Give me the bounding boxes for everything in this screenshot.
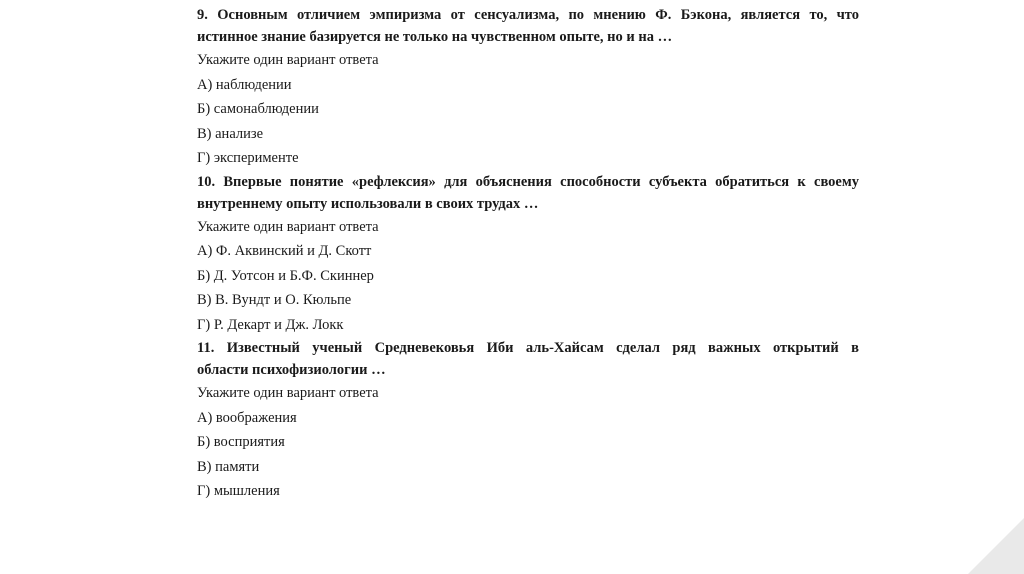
question-11-instruction: Укажите один вариант ответа (197, 385, 379, 401)
question-10-option-a: А) Ф. Аквинский и Д. Скотт (197, 243, 372, 259)
question-9-option-a: А) наблюдении (197, 76, 292, 93)
question-10-instruction: Укажите один вариант ответа (197, 218, 379, 235)
question-block-10 (197, 171, 859, 338)
question-9-option-d: Г) эксперименте (197, 150, 299, 166)
question-block-11 (197, 337, 859, 504)
question-10-text (197, 171, 859, 215)
question-10-option-d: Г) Р. Декарт и Дж. Локк (197, 316, 344, 333)
question-9-text (197, 4, 859, 48)
quiz-document (197, 4, 859, 504)
question-11-line-2: области психофизиологии … (197, 362, 386, 378)
question-10-line-1: 10. Впервые понятие «рефлексия» для объяснения способности субъекта обратиться к своему (197, 173, 859, 190)
question-11-option-b: Б) восприятия (197, 434, 285, 450)
question-10-line-2: внутреннему опыту использовали в своих трудах … (197, 195, 539, 212)
page-corner-shade (968, 518, 1024, 574)
question-11-line-1: 11. Известный ученый Средневековья Иби аль-Хайсам сделал ряд важных открытий в (197, 340, 859, 356)
question-9-instruction: Укажите один вариант ответа (197, 52, 379, 68)
question-9-option-b: Б) самонаблюдении (197, 101, 319, 117)
question-9-line-1: 9. Основным отличием эмпиризма от сенсуализма, по мнению Ф. Бэкона, является то, что (197, 7, 859, 23)
question-9-line-2: истинное знание базируется не только на чувственном опыте, но и на … (197, 29, 673, 45)
question-11-option-a: А) воображения (197, 409, 297, 426)
question-10-option-c: В) В. Вундт и О. Кюльпе (197, 292, 352, 308)
question-11-text (197, 337, 859, 381)
question-11-option-d: Г) мышления (197, 483, 280, 499)
question-9-option-c: В) анализе (197, 125, 264, 142)
question-block-9 (197, 4, 859, 171)
question-10-option-b: Б) Д. Уотсон и Б.Ф. Скиннер (197, 267, 374, 284)
question-11-option-c: В) памяти (197, 458, 260, 475)
